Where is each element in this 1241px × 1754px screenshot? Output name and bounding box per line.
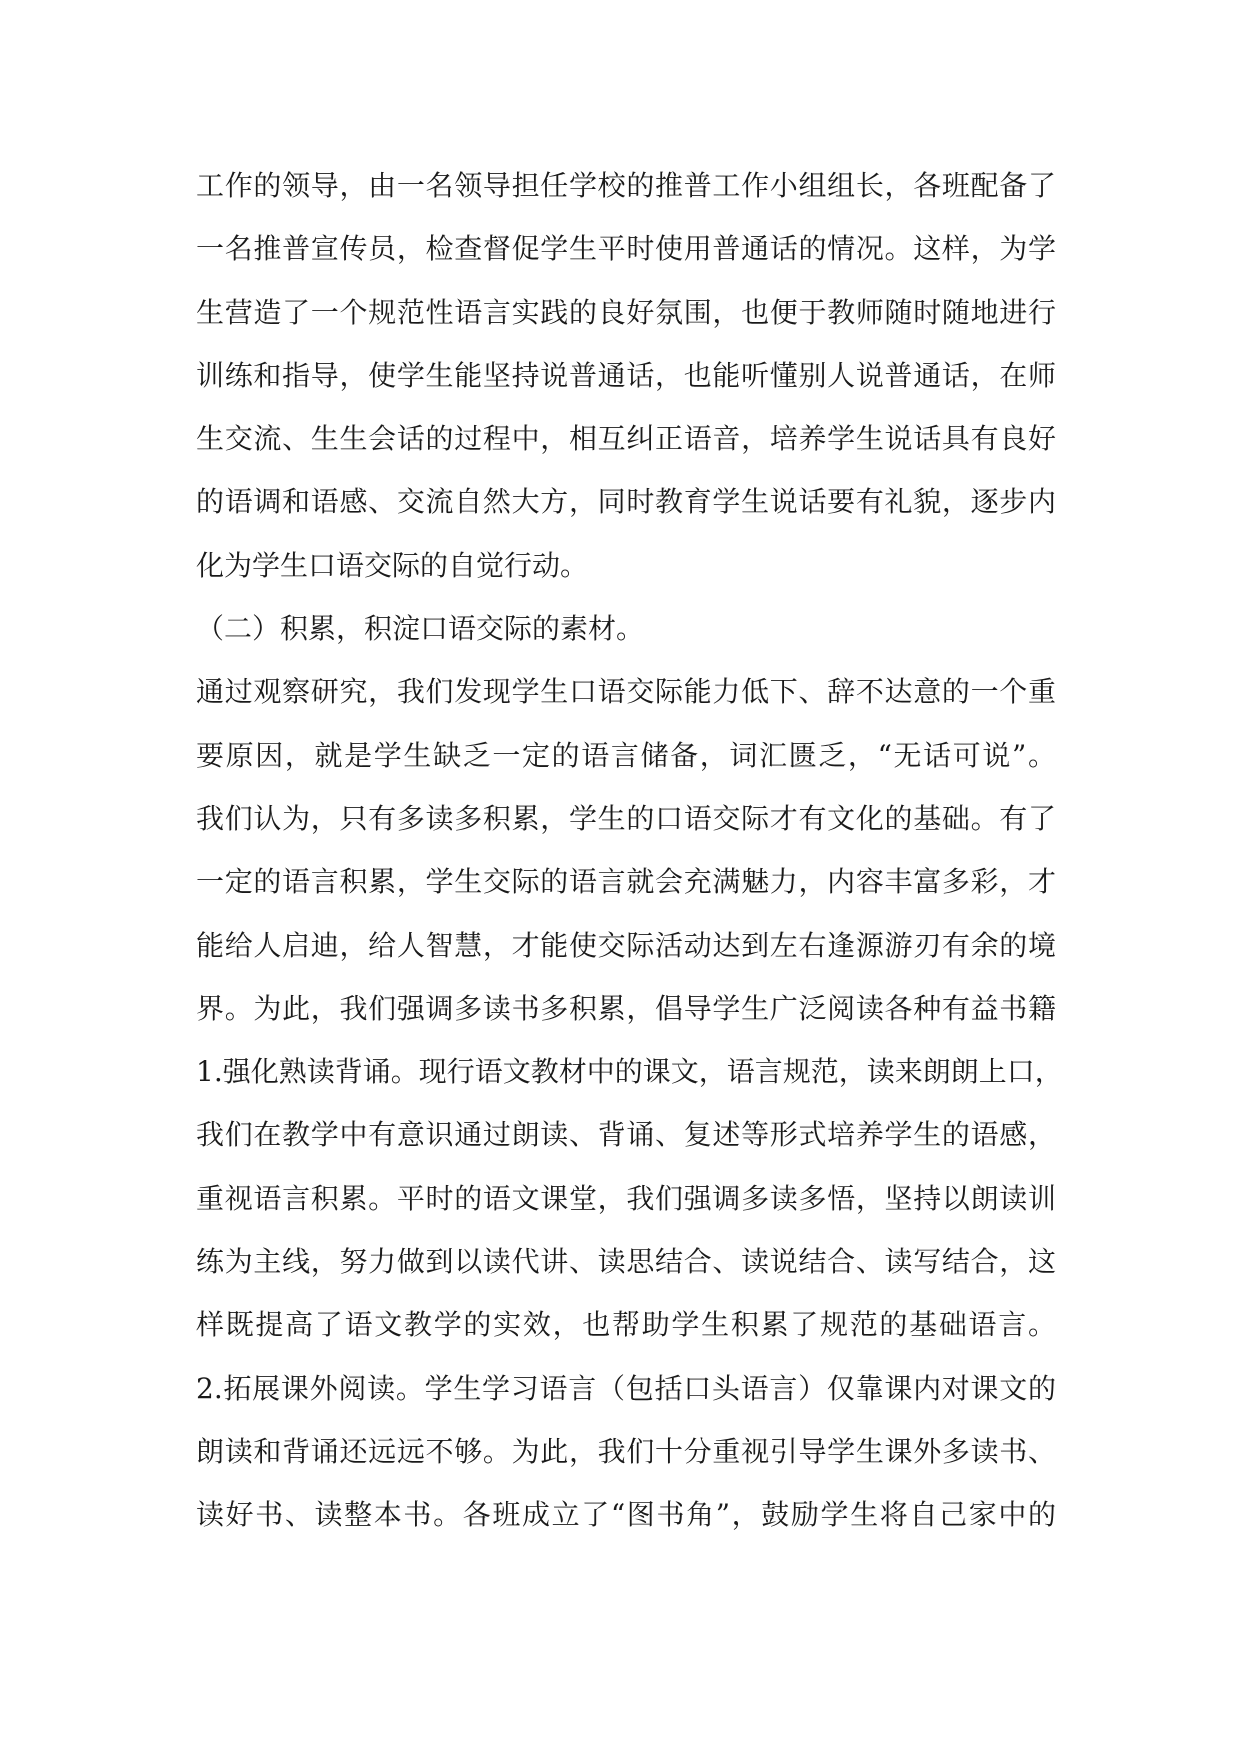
body-text <box>196 154 1063 1547</box>
text-line: 能给人启迪，给人智慧，才能使交际活动达到左右逢源游刃有余的境 <box>196 928 1056 962</box>
text-line: 我们在教学中有意识通过朗读、背诵、复述等形式培养学生的语感， <box>196 1118 1056 1152</box>
text-line: 界。为此，我们强调多读书多积累，倡导学生广泛阅读各种有益书籍 <box>196 991 1056 1025</box>
text-line: 一名推普宣传员，检查督促学生平时使用普通话的情况。这样，为学 <box>196 232 1056 266</box>
text-line: 练为主线，努力做到以读代讲、读思结合、读说结合、读写结合，这 <box>196 1245 1056 1279</box>
text-line: 样既提高了语文教学的实效，也帮助学生积累了规范的基础语言。 <box>196 1308 1056 1342</box>
text-line: 工作的领导，由一名领导担任学校的推普工作小组组长，各班配备了 <box>196 169 1056 202</box>
text-line: 化为学生口语交际的自觉行动。 <box>196 548 589 582</box>
text-line: 训练和指导，使学生能坚持说普通话，也能听懂别人说普通话，在师 <box>196 358 1056 392</box>
text-line: 的语调和语感、交流自然大方，同时教育学生说话要有礼貌，逐步内 <box>196 485 1056 519</box>
text-line: 通过观察研究，我们发现学生口语交际能力低下、辞不达意的一个重 <box>196 675 1056 709</box>
text-line: 读好书、读整本书。各班成立了“图书角”，鼓励学生将自己家中的 <box>196 1498 1056 1532</box>
text-line: 2.拓展课外阅读。学生学习语言（包括口头语言）仅靠课内对课文的 <box>196 1371 1056 1405</box>
text-line: 重视语言积累。平时的语文课堂，我们强调多读多悟，坚持以朗读训 <box>196 1181 1056 1215</box>
text-line: 我们认为，只有多读多积累，学生的口语交际才有文化的基础。有了 <box>196 801 1056 835</box>
text-line: 生交流、生生会话的过程中，相互纠正语音，培养学生说话具有良好 <box>196 422 1056 456</box>
text-line: 生营造了一个规范性语言实践的良好氛围，也便于教师随时随地进行 <box>196 295 1056 329</box>
text-line: 一定的语言积累，学生交际的语言就会充满魅力，内容丰富多彩，才 <box>196 865 1056 899</box>
section-heading: （二）积累，积淀口语交际的素材。 <box>196 612 645 646</box>
text-line: 要原因，就是学生缺乏一定的语言储备，词汇匮乏，“无话可说”。 <box>196 738 1056 772</box>
text-line: 1.强化熟读背诵。现行语文教材中的课文，语言规范，读来朗朗上口， <box>196 1055 1063 1089</box>
text-line: 朗读和背诵还远远不够。为此，我们十分重视引导学生课外多读书、 <box>196 1434 1056 1468</box>
